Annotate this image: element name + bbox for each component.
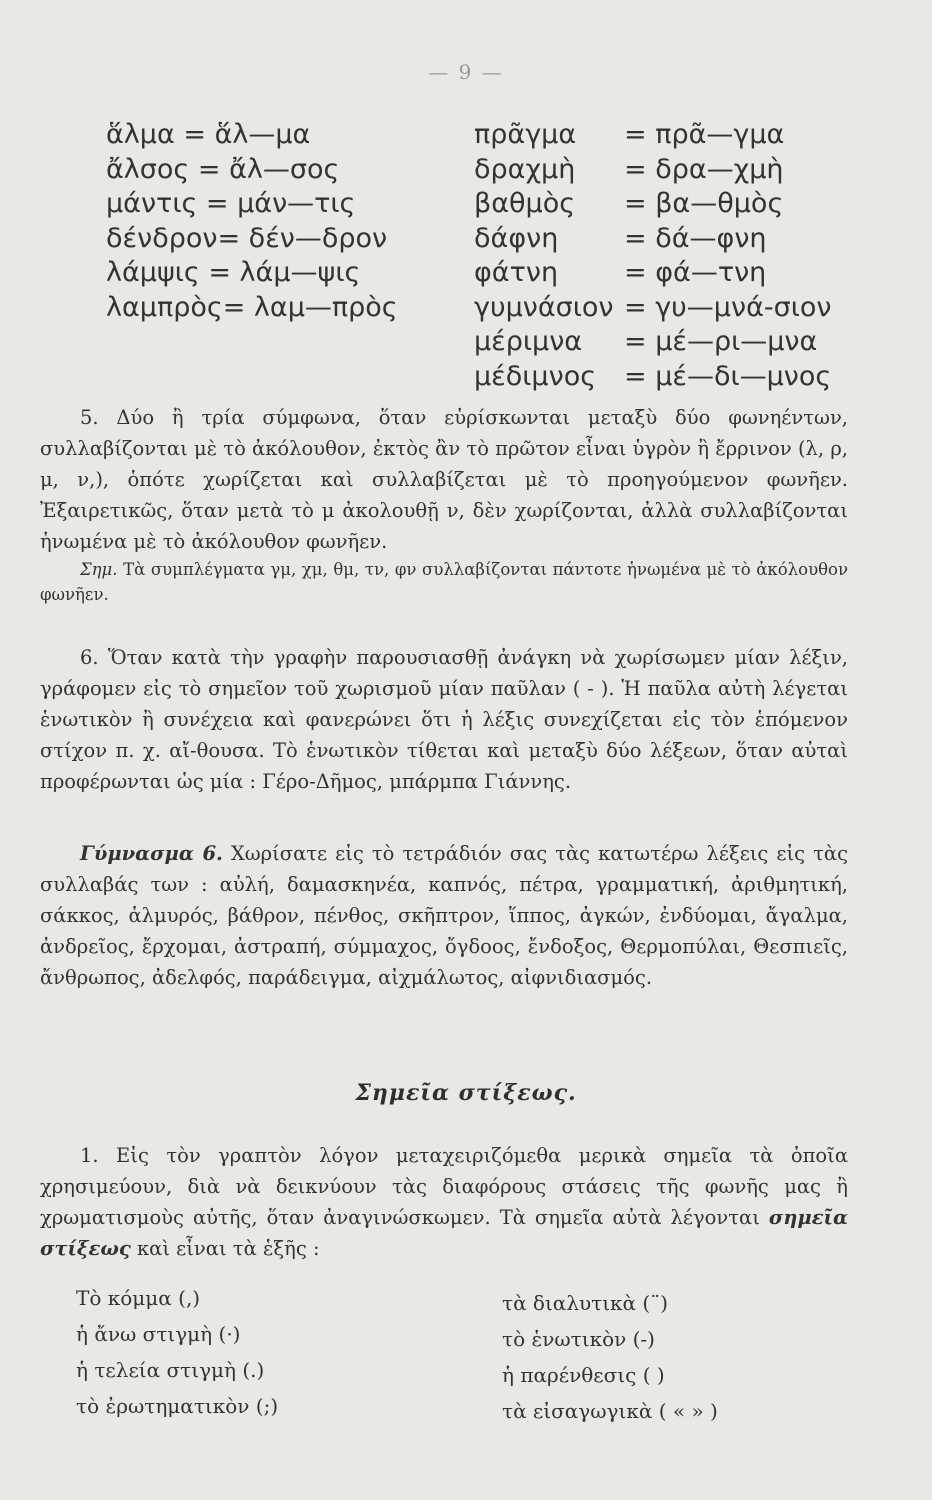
exercise-6 <box>40 838 848 993</box>
rule-6 <box>40 642 848 797</box>
example-row: μέδιμνος = μέ—δι—μνος <box>474 360 832 392</box>
example-row: δάφνη = δά—φνη <box>474 222 767 254</box>
example-row: γυμνάσιον = γυ—μνά-σιον <box>474 291 832 323</box>
note-label: Σημ. <box>80 560 118 579</box>
list-item: Τὸ κόμμα (,) <box>76 1286 201 1310</box>
example-row: λαμπρὸς= λαμ—πρὸς <box>106 291 398 323</box>
example-row: λάμψις = λάμ—ψις <box>106 257 361 288</box>
rule-5-text: 5. Δύο ἢ τρία σύμφωνα, ὅταν εὑρίσκωνται μεταξὺ δύο φωνηέντων, συλλαβίζονται μὲ τὸ ἀκόλουθον, ἐκτὸς ἂν τὸ πρῶτον εἶναι ὑγρὸν ἢ ἔρρινον (λ, ρ, μ, ν,), ὁπότε χωρίζεται καὶ συλλαβίζεται μὲ τὸ προηγούμενον φωνῆεν. Ἐξαιρετικῶς, ὅταν μετὰ τὸ μ ἀκολουθῇ ν, δὲν χωρίζονται, ἀλλὰ συλλαβίζονται ἡνωμένα μὲ τὸ ἀκόλουθον φωνῆεν. <box>40 406 848 553</box>
punctuation-list-right <box>502 1285 718 1429</box>
note-text: Τὰ συμπλέγματα γμ, χμ, θμ, τν, φν συλλαβίζονται πάντοτε ἡνωμένα μὲ τὸ ἀκόλουθον φωνῆεν. <box>40 560 849 604</box>
rule-5 <box>40 402 848 607</box>
rule-5-note <box>40 557 848 607</box>
intro-text: 1. Εἰς τὸν γραπτὸν λόγον μεταχειριζόμεθα μερικὰ σημεῖα τὰ ὁποῖα χρησιμεύουν, διὰ νὰ δεικνύουν τὰς διαφόρους στάσεις τῆς φωνῆς μας ἢ χρωματισμοὺς αὐτῆς, ὅταν ἀναγινώσκωμεν. Τὰ σημεῖα αὐτὰ λέγονται <box>40 1144 848 1229</box>
example-row: ἅλμα = ἅλ—μα <box>106 119 311 150</box>
punctuation-list-left <box>76 1280 278 1424</box>
rule-6-text: 6. Ὅταν κατὰ τὴν γραφὴν παρουσιασθῇ ἀνάγκη νὰ χωρίσωμεν μίαν λέξιν, γράφομεν εἰς τὸ σημεῖον τοῦ χωρισμοῦ μίαν παῦλαν ( - ). Ἡ παῦλα αὐτὴ λέγεται ἑνωτικὸν ἢ συνέχεια καὶ φανερώνει ὅτι ἡ λέξις συνεχίζεται εἰς τὸν ἑπόμενον στίχον π. χ. αἴ-θουσα. Τὸ ἑνωτικὸν τίθεται καὶ μεταξὺ δύο λέξεων, ὅταν αὐταὶ προφέρωνται ὡς μία : Γέρο-Δῆμος, μπάρμπα Γιάννης. <box>40 646 848 793</box>
page-number: — 9 — <box>428 60 504 84</box>
syllable-examples-right <box>474 118 831 394</box>
example-row: ἄλσος = ἄλ—σος <box>106 153 340 185</box>
example-row: δραχμὴ = δρα—χμὴ <box>474 153 784 185</box>
list-item: τὸ ἑνωτικὸν (-) <box>502 1327 655 1351</box>
list-item: τὰ εἰσαγωγικὰ ( « » ) <box>502 1399 718 1423</box>
example-row: φάτνη = φά—τνη <box>474 257 767 288</box>
exercise-text: Χωρίσατε εἰς τὸ τετράδιόν σας τὰς κατωτέρω λέξεις εἰς τὰς συλλαβάς των : αὐλή, δαμασκηνέα, καπνός, πέτρα, γραμματική, ἀριθμητική, σάκκος, ἁλμυρός, βάθρον, πένθος, σκῆπτρον, ἵππος, ἀγκών, ἐνδύομαι, ἄγαλμα, ἀνδρεῖος, ἔρχομαι, ἀστραπή, σύμμαχος, ὄγδοος, ἔνδοξος, Θερμοπύλαι, Θεσπιεῖς, ἄνθρωπος, ἀδελφός, παράδειγμα, αἰχμάλωτος, αἰφνιδιασμός. <box>40 842 848 989</box>
syllable-examples-left <box>106 118 398 325</box>
list-item: τὰ διαλυτικὰ (¨) <box>502 1291 669 1315</box>
example-row: μάντις = μάν—τις <box>106 188 356 219</box>
list-item: ἡ τελεία στιγμὴ (.) <box>76 1358 265 1382</box>
intro-end: καὶ εἶναι τὰ ἑξῆς : <box>136 1237 320 1260</box>
list-item: ἡ παρένθεσις ( ) <box>502 1363 665 1387</box>
example-row: δένδρον= δέν—δρον <box>106 222 388 254</box>
punctuation-intro <box>40 1140 848 1264</box>
list-item: τὸ ἐρωτηματικὸν (;) <box>76 1394 279 1418</box>
punctuation-term: σημεῖα στίξεως <box>40 1206 848 1260</box>
list-item: ἡ ἄνω στιγμὴ (·) <box>76 1322 241 1346</box>
example-row: πρᾶγμα = πρᾶ—γμα <box>474 119 785 150</box>
exercise-label: Γύμνασμα 6. <box>80 842 223 865</box>
section-heading: Σημεῖα στίξεως. <box>355 1080 577 1106</box>
example-row: μέριμνα = μέ—ρι—μνα <box>474 326 818 357</box>
example-row: βαθμὸς = βα—θμὸς <box>474 188 784 219</box>
